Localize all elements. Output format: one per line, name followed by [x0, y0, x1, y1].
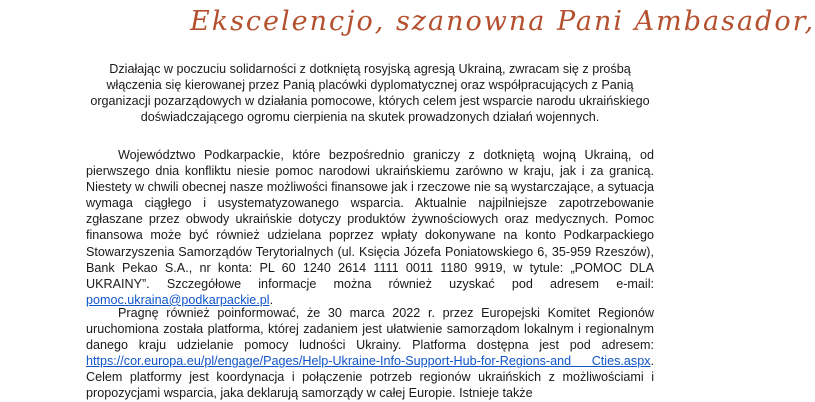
platform-link[interactable]: https://cor.europa.eu/pl/engage/Pages/Help-Ukraine-Info-Support-Hub-for-Regions-and Cties.aspx — [86, 354, 651, 369]
paragraph-solidarity-text: Działając w poczuciu solidarności z dotkniętą rosyjską agresją Ukrainą, zwracam się z prośbą włączenia się kierowanej przez Panią placówki dyplomatycznej oraz współpracujących z Panią organizacji pozarządowych w działania pomocowe, których celem jest wsparcie narodu ukraińskiego doświadczającego ogromu cierpienia na skutek prowadzonych działań wojennych. — [90, 62, 650, 125]
handwritten-salutation: Ekscelencjo, szanowna Pani Ambasador, — [190, 6, 815, 37]
paragraph-podkarpackie-body: Województwo Podkarpackie, które bezpośrednio graniczy z dotkniętą wojną Ukrainą, od pierwszego dnia konfliktu niesie pomoc narodowi ukraińskiemu zarówno w kraju, jak i za granicą. Niestety w chwili obecnej nasze możliwości finansowe jak i rzeczowe nie są wystarczające, a sytuacja wymaga ciągłego i usystematyzowanego wsparcia. Aktualnie najpilniejsze zapotrzebowanie zgłaszane przez obwody ukraińskie dotyczy produktów żywnościowych oraz medycznych. Pomoc finansowa może być również udzielana poprzez wpłaty dokonywane na konto Podkarpackiego Stowarzyszenia Samorządów Terytorialnych (ul. Księcia Józefa Poniatowskiego 6, 35-959 Rzeszów), Bank Pekao S.A., nr konta: PL 60 1240 2614 1111 0011 1180 9919, w tytule: „POMOC DLA UKRAINY”. Szczegółowe informacje można również uzyskać pod adresem e-mail: — [86, 148, 654, 291]
paragraph-podkarpackie — [86, 147, 654, 308]
paragraph-platform-body: Pragnę również poinformować, że 30 marca 2022 r. przez Europejski Komitet Regionów uruchomiona została platforma, której zadaniem jest ułatwienie samorządom lokalnym i regionalnym danego kraju udzielanie pomocy ludności Ukrainy. Platforma dostępna jest pod adresem: — [86, 306, 654, 353]
paragraph-podkarpackie-end: . — [269, 292, 274, 307]
paragraph-podkarpackie-text — [86, 147, 654, 308]
paragraph-platform-text — [86, 305, 654, 402]
email-link[interactable]: pomoc.ukraina@podkarpackie.pl — [86, 292, 270, 307]
paragraph-platform — [86, 305, 654, 402]
paragraph-solidarity — [86, 61, 654, 125]
paragraph-platform-end: . Celem platformy jest koordynacja i połączenie potrzeb regionów ukraińskich z możliwościami i propozycjami wsparcia, jaka deklarują samorządy w całej Europie. Istnieje także — [86, 354, 654, 401]
